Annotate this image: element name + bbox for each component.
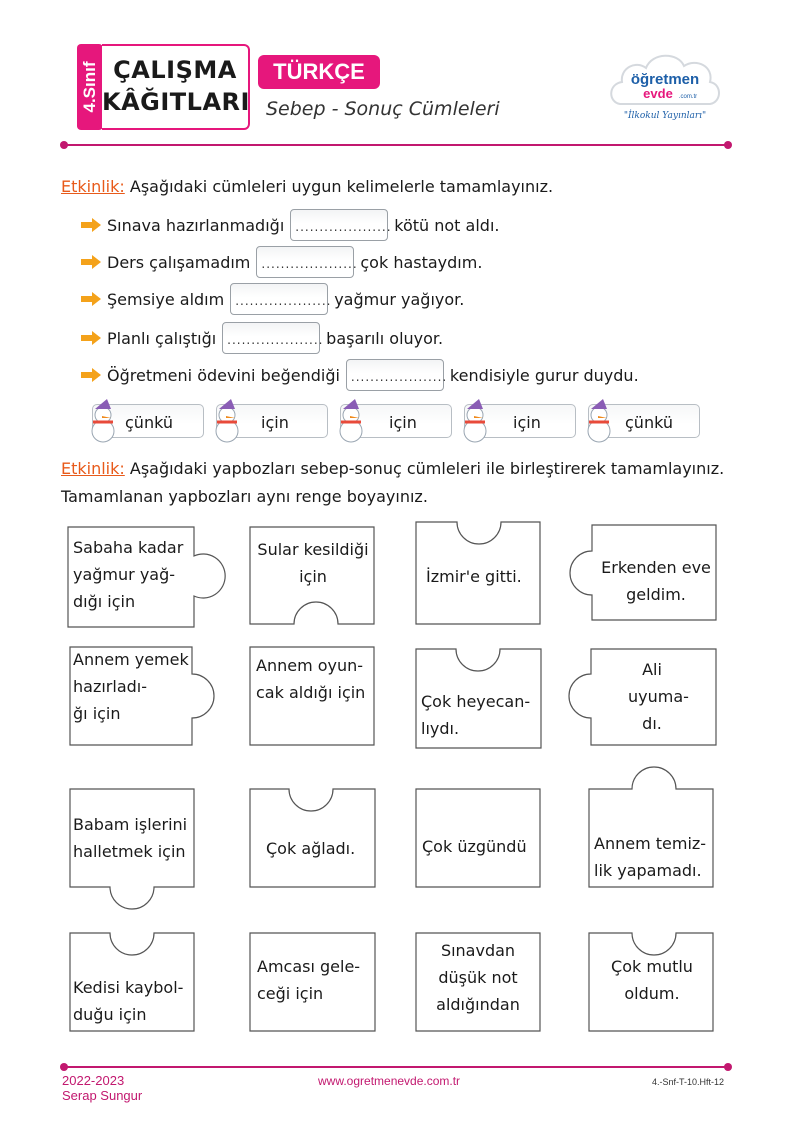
- word-card-2-label: için: [261, 413, 289, 432]
- puzzle-5-line-1: Annem yemek: [73, 650, 189, 669]
- logo-text-1: öğretmen: [630, 71, 700, 88]
- topic-title: Sebep - Sonuç Cümleleri: [266, 98, 500, 120]
- activity-2-label: Etkinlik:: [61, 459, 125, 478]
- footer-year: 2022-2023: [62, 1073, 125, 1088]
- answer-blank-5[interactable]: ....................: [346, 359, 444, 391]
- puzzle-8-line-1: Ali: [642, 660, 662, 679]
- puzzle-5-line-3: ğı için: [73, 704, 121, 723]
- sentence-4-end: başarılı oluyor.: [326, 328, 444, 348]
- puzzle-14-line-1: Amcası gele-: [257, 957, 361, 976]
- divider-dot: [724, 1063, 732, 1071]
- puzzle-text-6: [256, 652, 365, 706]
- puzzle-text-11: [422, 833, 527, 860]
- word-card-5-label: çünkü: [625, 413, 673, 432]
- puzzle-15-line-3: aldığından: [436, 995, 520, 1014]
- puzzle-14-line-2: ceği için: [257, 984, 324, 1003]
- sentence-1-end: kötü not aldı.: [394, 215, 500, 235]
- logo-domain: .com.tr: [678, 94, 698, 100]
- puzzle-16-line-1: Çok mutlu: [611, 957, 693, 976]
- puzzle-12-line-2: lik yapamadı.: [594, 861, 702, 880]
- subject-label: TÜRKÇE: [258, 55, 380, 89]
- puzzle-text-13: [73, 974, 183, 1028]
- puzzle-text-2: [256, 536, 370, 590]
- puzzle-7-line-1: Çok heyecan-: [421, 692, 531, 711]
- divider-dot: [60, 1063, 68, 1071]
- sentence-4-start: Planlı çalıştığı: [107, 328, 217, 348]
- word-card-3-label: için: [389, 413, 417, 432]
- sentence-5-end: kendisiyle gurur duydu.: [449, 365, 639, 385]
- puzzle-11-line-1: Çok üzgündü: [422, 837, 527, 856]
- logo-text-2: evde: [643, 86, 673, 101]
- puzzle-1-line-2: yağmur yağ-: [73, 565, 176, 584]
- answer-blank-1[interactable]: ....................: [290, 209, 388, 241]
- puzzle-4-line-1: Erkenden eve: [601, 558, 711, 577]
- puzzle-text-5: [73, 646, 189, 727]
- activity-2-text: Aşağıdaki yapbozları sebep-sonuç cümleleri ile birleştirerek tamamlayınız.: [124, 459, 725, 478]
- answer-blank-4[interactable]: ....................: [222, 322, 320, 354]
- footer-url[interactable]: www.ogretmenevde.com.tr: [318, 1074, 461, 1088]
- puzzle-12-line-1: Annem temiz-: [594, 834, 707, 853]
- puzzle-text-7: [421, 688, 530, 742]
- puzzle-6-line-1: Annem oyun-: [256, 656, 364, 675]
- puzzle-4-line-2: geldim.: [626, 585, 686, 604]
- puzzle-8-line-2: uyuma-: [628, 687, 689, 706]
- puzzle-16-line-2: oldum.: [624, 984, 680, 1003]
- sentence-1-start: Sınava hazırlanmadığı: [107, 215, 285, 235]
- puzzle-text-10: [266, 835, 355, 862]
- puzzle-15-line-1: Sınavdan: [440, 941, 516, 960]
- word-card-1-label: çünkü: [125, 413, 173, 432]
- puzzle-10-line-1: Çok ağladı.: [266, 839, 356, 858]
- sentence-3-start: Şemsiye aldım: [107, 289, 225, 309]
- puzzle-text-3: [426, 563, 522, 590]
- puzzle-9-line-1: Babam işlerini: [73, 815, 188, 834]
- puzzle-text-4: [598, 554, 714, 608]
- activity-1-label: Etkinlik:: [61, 177, 125, 196]
- word-card-4-label: için: [513, 413, 541, 432]
- puzzle-3-line-1: İzmir'e gitti.: [426, 567, 522, 586]
- puzzle-text-16: [592, 953, 712, 1007]
- puzzle-text-12: [594, 830, 706, 884]
- puzzle-15-line-2: düşük not: [438, 968, 518, 987]
- puzzle-1-line-3: dığı için: [73, 592, 136, 611]
- sentence-2-end: çok hastaydım.: [360, 252, 483, 272]
- puzzle-text-1: [73, 534, 183, 615]
- puzzle-9-line-2: halletmek için: [73, 842, 186, 861]
- puzzle-text-14: [257, 953, 360, 1007]
- puzzle-13-line-2: duğu için: [73, 1005, 147, 1024]
- activity-2-text-2: Tamamlanan yapbozları aynı renge boyayınız.: [61, 487, 428, 506]
- sentence-3-end: yağmur yağıyor.: [334, 289, 465, 309]
- logo-tagline: "İlkokul Yayınları": [623, 111, 707, 121]
- answer-blank-3[interactable]: ....................: [230, 283, 328, 315]
- puzzle-text-8: [628, 656, 689, 737]
- puzzle-6-line-2: cak aldığı için: [256, 683, 366, 702]
- footer-author: Serap Sungur: [62, 1088, 143, 1103]
- footer-divider: [64, 1066, 728, 1068]
- sentence-2-start: Ders çalışamadım: [107, 252, 251, 272]
- puzzle-13-line-1: Kedisi kaybol-: [73, 978, 184, 997]
- sentence-5-start: Öğretmeni ödevini beğendiği: [107, 365, 340, 385]
- title-line-2: KÂĞITLARI: [102, 88, 250, 116]
- puzzle-text-9: [73, 811, 187, 865]
- puzzle-2-line-2: için: [299, 567, 327, 586]
- title-line-1: ÇALIŞMA: [113, 56, 237, 84]
- grade-label: 4.Sınıf: [80, 61, 99, 113]
- puzzle-5-line-2: hazırladı-: [73, 677, 147, 696]
- footer-code: 4.-Snf-T-10.Hft-12: [652, 1077, 725, 1087]
- puzzle-text-15: [418, 937, 538, 1018]
- puzzle-7-line-2: lıydı.: [421, 719, 460, 738]
- puzzle-2-line-1: Sular kesildiği: [257, 540, 369, 559]
- puzzle-1-line-1: Sabaha kadar: [73, 538, 184, 557]
- answer-blank-2[interactable]: ....................: [256, 246, 354, 278]
- activity-1-text: Aşağıdaki cümleleri uygun kelimelerle tamamlayınız.: [124, 177, 554, 196]
- puzzle-8-line-3: dı.: [642, 714, 662, 733]
